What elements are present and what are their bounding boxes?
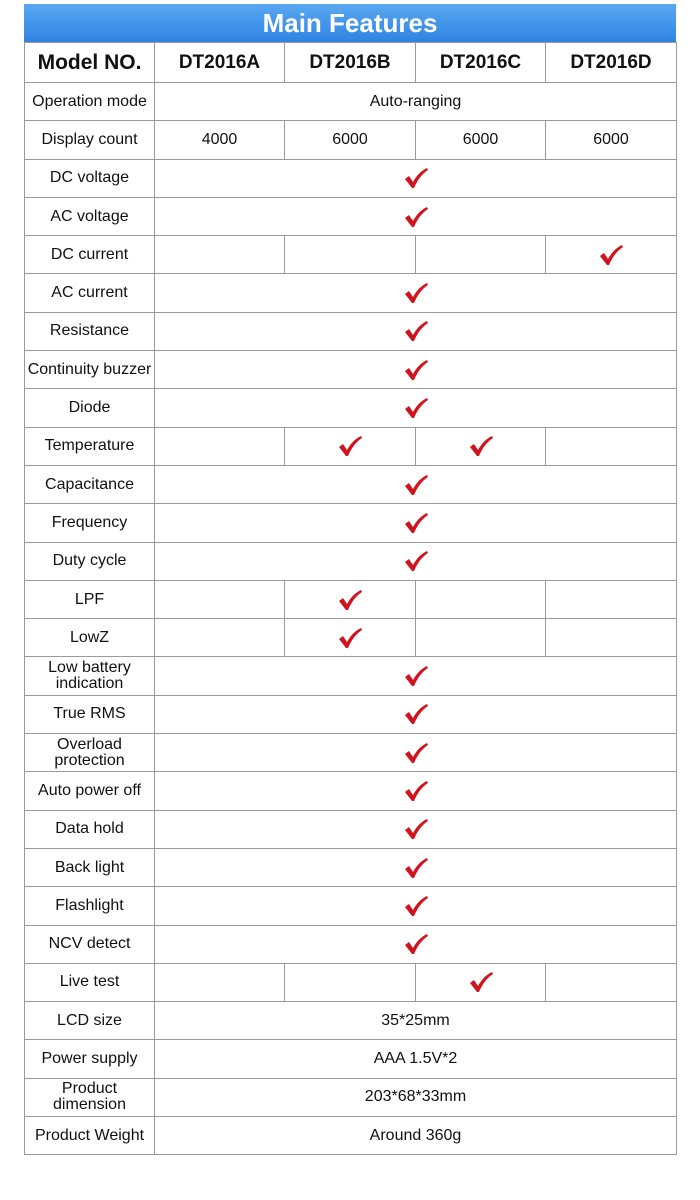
table-row (25, 1117, 677, 1155)
table-row (25, 542, 677, 580)
spanning-check-cell (155, 312, 677, 350)
table-row (25, 274, 677, 312)
feature-label: Auto power off (25, 772, 155, 810)
spanning-value: AAA 1.5V*2 (155, 1040, 677, 1078)
table-row (25, 619, 677, 657)
feature-label: NCV detect (25, 925, 155, 963)
feature-label: Capacitance (25, 465, 155, 503)
table-row (25, 504, 677, 542)
model-cell (285, 619, 416, 657)
checkmark-icon (403, 818, 429, 840)
feature-label: Resistance (25, 312, 155, 350)
table-header-row (25, 43, 677, 83)
spanning-check-cell (155, 389, 677, 427)
table-row (25, 734, 677, 772)
table-row (25, 83, 677, 121)
table-row (25, 351, 677, 389)
checkmark-icon (337, 435, 363, 457)
checkmark-icon (403, 397, 429, 419)
feature-label: Product Weight (25, 1117, 155, 1155)
spanning-check-cell (155, 504, 677, 542)
model-cell: 6000 (285, 121, 416, 159)
spanning-value: Auto-ranging (155, 83, 677, 121)
checkmark-icon (468, 971, 494, 993)
spanning-check-cell (155, 657, 677, 695)
table-row (25, 389, 677, 427)
checkmark-icon (403, 550, 429, 572)
model-cell (546, 963, 677, 1001)
feature-label: AC current (25, 274, 155, 312)
checkmark-icon (598, 244, 624, 266)
spanning-check-cell (155, 695, 677, 733)
checkmark-icon (403, 665, 429, 687)
model-cell: 6000 (546, 121, 677, 159)
checkmark-icon (403, 742, 429, 764)
model-cell (416, 427, 546, 465)
feature-label: Overload protection (25, 734, 155, 772)
table-body (25, 83, 677, 1155)
column-header-dt2016c: DT2016C (416, 43, 546, 83)
features-table (24, 42, 677, 1155)
model-cell: 6000 (416, 121, 546, 159)
model-cell (546, 236, 677, 274)
feature-label: Frequency (25, 504, 155, 542)
model-cell (546, 619, 677, 657)
checkmark-icon (403, 780, 429, 802)
spanning-check-cell (155, 274, 677, 312)
checkmark-icon (403, 320, 429, 342)
feature-label: DC voltage (25, 159, 155, 197)
spanning-check-cell (155, 542, 677, 580)
table-row (25, 657, 677, 695)
feature-label: Temperature (25, 427, 155, 465)
feature-label: LPF (25, 580, 155, 618)
page-title: Main Features (24, 4, 676, 42)
checkmark-icon (403, 474, 429, 496)
checkmark-icon (468, 435, 494, 457)
spanning-value: Around 360g (155, 1117, 677, 1155)
model-cell (285, 236, 416, 274)
spanning-check-cell (155, 197, 677, 235)
table-row (25, 848, 677, 886)
feature-label: Data hold (25, 810, 155, 848)
feature-label: Power supply (25, 1040, 155, 1078)
feature-label: Product dimension (25, 1078, 155, 1116)
model-cell (416, 580, 546, 618)
model-cell (155, 427, 285, 465)
table-row (25, 963, 677, 1001)
table-row (25, 810, 677, 848)
column-header-dt2016a: DT2016A (155, 43, 285, 83)
model-cell (416, 963, 546, 1001)
model-cell (416, 236, 546, 274)
model-cell (155, 619, 285, 657)
checkmark-icon (403, 512, 429, 534)
model-cell (546, 580, 677, 618)
checkmark-icon (403, 895, 429, 917)
feature-label: LCD size (25, 1002, 155, 1040)
table-row (25, 925, 677, 963)
spanning-check-cell (155, 465, 677, 503)
table-row (25, 1002, 677, 1040)
table-row (25, 312, 677, 350)
feature-label: Duty cycle (25, 542, 155, 580)
feature-label: Back light (25, 848, 155, 886)
spanning-check-cell (155, 772, 677, 810)
table-row (25, 197, 677, 235)
checkmark-icon (337, 627, 363, 649)
feature-label: AC voltage (25, 197, 155, 235)
model-cell (155, 580, 285, 618)
column-header-dt2016d: DT2016D (546, 43, 677, 83)
feature-label: Live test (25, 963, 155, 1001)
table-row (25, 427, 677, 465)
model-cell (285, 963, 416, 1001)
feature-label: Low battery indication (25, 657, 155, 695)
table-row (25, 887, 677, 925)
table-row (25, 465, 677, 503)
feature-label: True RMS (25, 695, 155, 733)
spanning-check-cell (155, 848, 677, 886)
feature-label: Flashlight (25, 887, 155, 925)
checkmark-icon (403, 933, 429, 955)
spanning-check-cell (155, 734, 677, 772)
table-row (25, 236, 677, 274)
feature-label: Continuity buzzer (25, 351, 155, 389)
table-row (25, 1040, 677, 1078)
checkmark-icon (403, 167, 429, 189)
feature-label: DC current (25, 236, 155, 274)
checkmark-icon (403, 282, 429, 304)
feature-label: Display count (25, 121, 155, 159)
spanning-check-cell (155, 887, 677, 925)
spanning-check-cell (155, 925, 677, 963)
table-row (25, 1078, 677, 1116)
feature-label: LowZ (25, 619, 155, 657)
features-sheet (24, 4, 676, 1155)
model-cell (285, 427, 416, 465)
checkmark-icon (403, 857, 429, 879)
model-cell (546, 427, 677, 465)
checkmark-icon (403, 206, 429, 228)
spanning-value: 203*68*33mm (155, 1078, 677, 1116)
column-header-dt2016b: DT2016B (285, 43, 416, 83)
model-cell (285, 580, 416, 618)
model-cell (155, 236, 285, 274)
spanning-value: 35*25mm (155, 1002, 677, 1040)
spanning-check-cell (155, 810, 677, 848)
table-row (25, 580, 677, 618)
feature-label: Operation mode (25, 83, 155, 121)
table-row (25, 121, 677, 159)
checkmark-icon (337, 589, 363, 611)
checkmark-icon (403, 703, 429, 725)
feature-label: Diode (25, 389, 155, 427)
table-row (25, 695, 677, 733)
model-cell: 4000 (155, 121, 285, 159)
checkmark-icon (403, 359, 429, 381)
model-cell (155, 963, 285, 1001)
table-row (25, 159, 677, 197)
table-row (25, 772, 677, 810)
model-cell (416, 619, 546, 657)
spanning-check-cell (155, 351, 677, 389)
column-header-model: Model NO. (25, 43, 155, 83)
spanning-check-cell (155, 159, 677, 197)
